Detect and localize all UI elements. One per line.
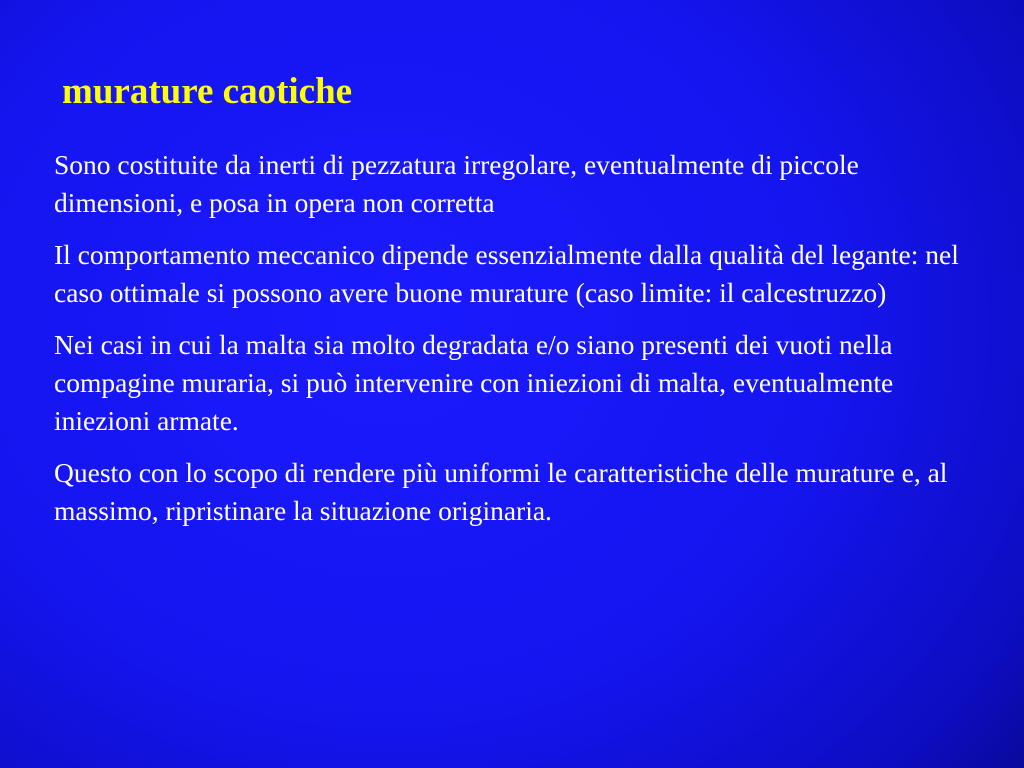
paragraph-1: Sono costituite da inerti di pezzatura irregolare, eventualmente di piccole dimensioni, e posa in opera non corretta xyxy=(54,149,859,218)
paragraph-3: Nei casi in cui la malta sia molto degradata e/o siano presenti dei vuoti nella compagine muraria, si può intervenire con iniezioni di malta, eventualmente iniezioni armate. xyxy=(54,329,894,436)
paragraph-4: Questo con lo scopo di rendere più uniformi le caratteristiche delle murature e, al massimo, ripristinare la situazione originaria. xyxy=(54,457,948,526)
slide-title: murature caotiche xyxy=(62,71,353,112)
slide-body xyxy=(54,146,984,544)
paragraph-2: Il comportamento meccanico dipende essenzialmente dalla qualità del legante: nel caso ottimale si possono avere buone murature (caso limite: il calcestruzzo) xyxy=(54,239,959,308)
